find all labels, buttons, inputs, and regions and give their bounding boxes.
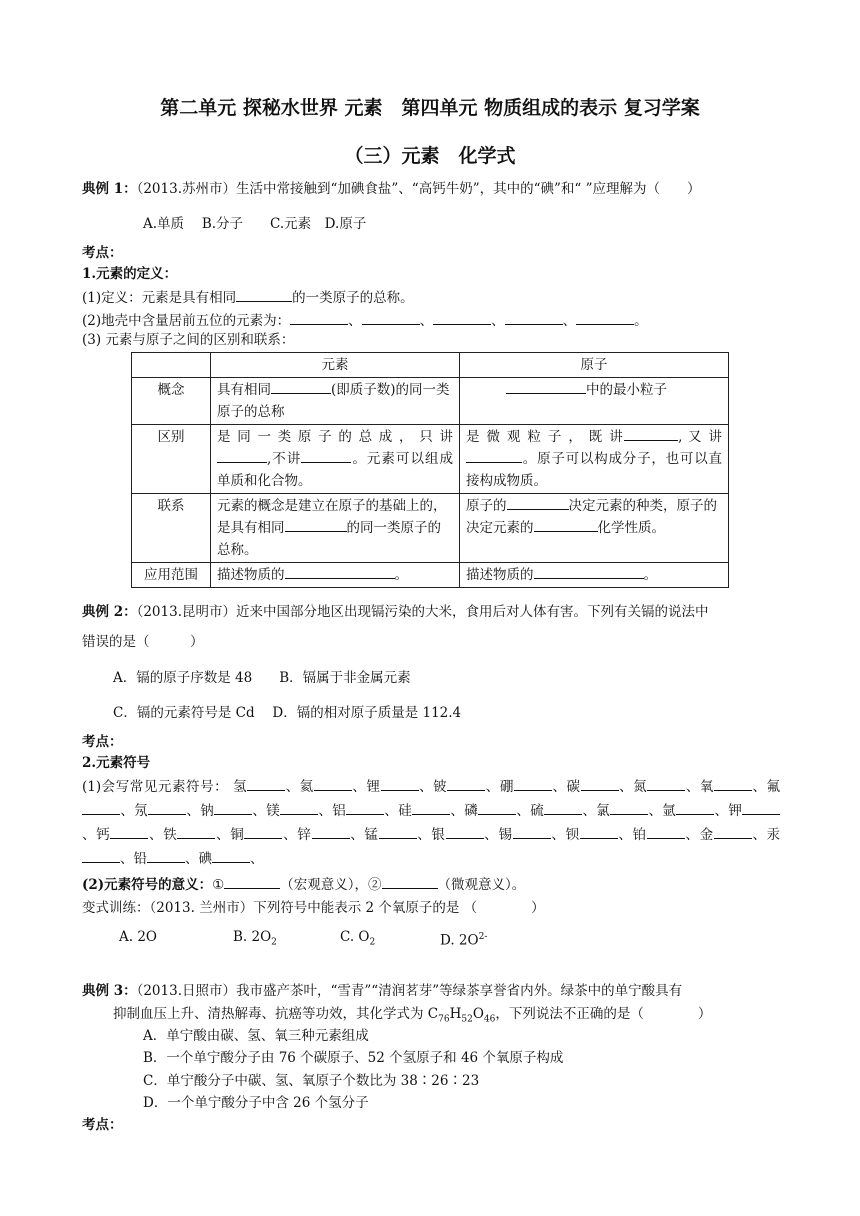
element-name: 氖 — [134, 803, 149, 819]
element-blank-item: 氯 、 — [596, 803, 662, 819]
table-cell: 是 同 一 类 原 子 的 总 成 ， 只 讲 ,不讲 。元素可以组成单质和化合物。 — [211, 425, 460, 494]
element-atom-table — [131, 352, 729, 588]
element-blank-item: 硫 、 — [530, 803, 596, 819]
example-3: 典例 3：（2013.日照市）我市盛产茶叶，“雪青”“清润茗芽”等绿茶享誉省内外。绿茶中的单宁酸具有 — [82, 983, 683, 999]
element-definition: (1)定义：元素是具有相同 的一类原子的总称。 — [82, 287, 414, 307]
blank[interactable] — [148, 800, 186, 815]
variant-option-b: B. $2O_2$ — [233, 929, 277, 948]
element-name: 氟 — [766, 779, 781, 795]
element-blank-item: 钾、 — [82, 803, 780, 843]
element-name: 铂 — [632, 827, 647, 843]
section-2-heading: 2.元素符号 — [82, 755, 151, 771]
element-blank-item: 锰 、 — [364, 827, 431, 843]
blank[interactable] — [82, 800, 120, 815]
element-name: 磷 — [464, 803, 479, 819]
blank[interactable] — [177, 824, 215, 839]
blank[interactable] — [379, 824, 417, 839]
table-header-row — [132, 353, 729, 378]
blank[interactable] — [301, 448, 351, 463]
element-blank-item: 铝 、 — [332, 803, 398, 819]
blank[interactable] — [214, 800, 252, 815]
example-3-option-d: D．一个单宁酸分子中含 26 个氢分子 — [143, 1095, 369, 1111]
blank[interactable] — [285, 564, 395, 579]
variant-option-d: D. $2O^{2-}$ — [440, 932, 488, 949]
table-row — [132, 563, 729, 588]
element-name: 锌 — [297, 827, 312, 843]
variant-training: 变式训练：（2013. 兰州市）下列符号中能表示 2 个氧原子的是 （ ） — [82, 900, 545, 916]
element-blank-item: 铜 、 — [230, 827, 297, 843]
blank[interactable] — [580, 824, 618, 839]
element-name: 镁 — [266, 803, 281, 819]
element-blank-item: 锂 、 — [366, 779, 433, 795]
example-1-label: 典例 1： — [82, 181, 137, 197]
element-name: 钙 — [96, 827, 111, 843]
element-name: 氦 — [299, 779, 314, 795]
blank[interactable] — [714, 824, 752, 839]
element-name: 氮 — [633, 779, 648, 795]
row-label: 概念 — [132, 378, 211, 425]
blank[interactable] — [412, 800, 450, 815]
element-name: 铅 — [133, 851, 147, 867]
blank[interactable] — [312, 824, 350, 839]
table-cell: 元素的概念是建立在原子的基础上的，是具有相同 的同一类原子的总称。 — [211, 494, 460, 563]
element-blank-item: 钡 、 — [566, 827, 633, 843]
blank[interactable] — [346, 800, 384, 815]
example-3-option-a: A．单宁酸由碳、氢、氧三种元素组成 — [143, 1028, 369, 1044]
table-header-element: 元素 — [211, 353, 460, 378]
element-name: 金 — [699, 827, 714, 843]
blank[interactable] — [507, 495, 569, 510]
element-name: 锰 — [364, 827, 379, 843]
blank[interactable] — [534, 564, 644, 579]
table-header-atom: 原子 — [460, 353, 729, 378]
symbol-meaning: (2)元素符号的意义：① （宏观意义），② （微观意义）。 — [82, 874, 525, 894]
row-label: 区别 — [132, 425, 211, 494]
element-blank-item: 铁 、 — [163, 827, 230, 843]
element-name: 铜 — [230, 827, 245, 843]
relation-heading: (3) 元素与原子之间的区别和联系： — [82, 332, 295, 348]
blank[interactable] — [714, 776, 752, 791]
element-name: 硼 — [499, 779, 514, 795]
table-cell: 描述物质的 。 — [460, 563, 729, 588]
element-name: 铍 — [433, 779, 448, 795]
blank[interactable] — [505, 310, 563, 325]
section-1-heading: 1.元素的定义： — [82, 266, 178, 282]
element-blank-item: 锌 、 — [297, 827, 364, 843]
element-blank-item: 铍 、 — [433, 779, 500, 795]
table-cell: 描述物质的 。 — [211, 563, 460, 588]
blank[interactable] — [224, 874, 280, 889]
element-name: 硫 — [530, 803, 545, 819]
element-blank-item: 金 、 — [700, 827, 767, 843]
variant-option-c: C. $O_2$ — [340, 929, 376, 948]
element-blank-item: 氟、 — [82, 779, 780, 819]
kaodian-label-1: 考点： — [82, 245, 123, 261]
table-cell: 具有相同 (即质子数)的同一类原子的总称 — [211, 378, 460, 425]
element-blank-item: 碘 、 — [199, 851, 264, 867]
kaodian-label-2: 考点： — [82, 734, 123, 750]
blank[interactable] — [382, 874, 438, 889]
element-name: 锡 — [498, 827, 513, 843]
element-blank-item: 氖 、 — [134, 803, 200, 819]
blank[interactable] — [244, 824, 282, 839]
blank[interactable] — [447, 776, 485, 791]
variant-option-a: A. 2O — [119, 929, 157, 945]
element-blank-item: 氢 、 — [233, 779, 300, 795]
element-blank-item: 碳 、 — [567, 779, 634, 795]
blank[interactable] — [82, 848, 120, 863]
element-blank-item: 钙 、 — [96, 827, 163, 843]
element-name: 碳 — [566, 779, 581, 795]
table-row — [132, 378, 729, 425]
element-name: 铁 — [163, 827, 178, 843]
blank[interactable] — [676, 800, 714, 815]
blank[interactable] — [362, 310, 420, 325]
element-blank-item: 银 、 — [431, 827, 498, 843]
element-name: 氯 — [596, 803, 611, 819]
element-blank-item: 锡 、 — [498, 827, 565, 843]
example-2-line2: 错误的是（ ） — [82, 634, 204, 650]
element-name: 氧 — [699, 779, 714, 795]
blank[interactable] — [147, 848, 185, 863]
blank[interactable] — [433, 310, 491, 325]
blank[interactable] — [446, 824, 484, 839]
element-name: 汞 — [766, 827, 781, 843]
blank[interactable] — [534, 517, 598, 532]
blank[interactable] — [610, 800, 648, 815]
element-name: 钾 — [728, 803, 743, 819]
blank[interactable] — [544, 800, 582, 815]
element-blank-item: 氦 、 — [300, 779, 367, 795]
element-blank-item: 钠 、 — [200, 803, 266, 819]
element-name: 碘 — [198, 851, 212, 867]
element-name: 钠 — [200, 803, 215, 819]
element-blank-item: 汞、 — [82, 827, 780, 867]
example-1-options: A.单质 B.分子 C.元素 D.原子 — [143, 216, 367, 232]
element-name: 银 — [431, 827, 446, 843]
example-3-option-c: C．单宁酸分子中碳、氢、氧原子个数比为 38∶26∶23 — [143, 1073, 480, 1089]
blank[interactable] — [742, 800, 780, 815]
element-name: 氩 — [662, 803, 677, 819]
element-blank-item: 硼 、 — [500, 779, 567, 795]
blank[interactable] — [624, 426, 678, 441]
blank[interactable] — [217, 448, 267, 463]
example-1-question: （2013.苏州市）生活中常接触到“加碘食盐”、“高钙牛奶”，其中的“碘”和“ ”应理解为（ ） — [136, 181, 701, 197]
blank[interactable] — [647, 824, 685, 839]
blank[interactable] — [576, 310, 634, 325]
blank[interactable] — [466, 448, 522, 463]
crust-elements: (2)地壳中含量居前五位的元素为： 、 、 、 、 。 — [82, 310, 648, 330]
row-label: 联系 — [132, 494, 211, 563]
page-title: 第二单元 探秘水世界 元素 第四单元 物质组成的表示 复习学案 — [160, 97, 700, 119]
element-blank-item: 氧 、 — [700, 779, 767, 795]
example-3-line2: 抑制血压上升、清热解毒、抗癌等功效，其化学式为 $C_{76}H_{52}O_{46}$，下列说法不正确的是（ ） — [113, 1006, 712, 1025]
element-blank-item: 磷 、 — [464, 803, 530, 819]
table-cell: 中的最小粒子 — [460, 378, 729, 425]
blank[interactable] — [236, 287, 292, 302]
element-name: 锂 — [366, 779, 381, 795]
element-blank-item: 氮 、 — [633, 779, 700, 795]
blank[interactable] — [290, 310, 348, 325]
element-name: 氢 — [233, 779, 248, 795]
table-row — [132, 494, 729, 563]
example-2-options-ab: A．镉的原子序数是 48 B．镉属于非金属元素 — [113, 670, 411, 686]
element-blank-item: 氩 、 — [662, 803, 728, 819]
blank[interactable] — [506, 379, 586, 394]
blank[interactable] — [271, 379, 331, 394]
example-3-option-b: B．一个单宁酸分子由 76 个碳原子、52 个氢原子和 46 个氧原子构成 — [143, 1050, 564, 1066]
table-cell: 是 微 观 粒 子 ， 既 讲 , 又 讲 。原子可以构成分子，也可以直接构成物质。 — [460, 425, 729, 494]
element-blank-item: 铂 、 — [633, 827, 700, 843]
example-2-options-cd: C．镉的元素符号是 Cd D．镉的相对原子质量是 112.4 — [113, 705, 462, 721]
blank[interactable] — [381, 776, 419, 791]
row-label: 应用范围 — [132, 563, 211, 588]
blank[interactable] — [314, 776, 352, 791]
element-blank-item: 铅 、 — [134, 851, 199, 867]
element-symbol-list: (1)会写常见元素符号： 氢 、氦 、锂 、铍 、硼 、碳 、氮 、氧 、氟、氖 、钠 、镁 、铝 、硅 、磷 、硫 、氯 、氩 、钾、钙 、铁 、铜 、锌 、锰 、银 、锡 、钡 、铂 、金 、汞、铅 、碘 、 — [82, 775, 780, 871]
example-2: 典例 2：（2013.昆明市）近来中国部分地区出现镉污染的大米，食用后对人体有害。下列有关镉的说法中 — [82, 604, 709, 620]
element-blank-item: 镁 、 — [266, 803, 332, 819]
table-row — [132, 425, 729, 494]
blank[interactable] — [581, 776, 619, 791]
blank[interactable] — [478, 800, 516, 815]
blank[interactable] — [212, 848, 250, 863]
blank[interactable] — [513, 824, 551, 839]
element-name: 铝 — [332, 803, 347, 819]
blank[interactable] — [247, 776, 285, 791]
blank[interactable] — [647, 776, 685, 791]
element-name: 钡 — [565, 827, 580, 843]
blank[interactable] — [514, 776, 552, 791]
page-subtitle: （三）元素 化学式 — [344, 145, 516, 167]
blank[interactable] — [280, 800, 318, 815]
kaodian-label-3: 考点： — [82, 1117, 123, 1133]
element-name: 硅 — [398, 803, 413, 819]
element-blank-item: 硅 、 — [398, 803, 464, 819]
blank[interactable] — [110, 824, 148, 839]
example-1 — [82, 180, 701, 198]
blank[interactable] — [285, 517, 347, 532]
table-cell: 原子的 决定元素的种类，原子的决定元素的 化学性质。 — [460, 494, 729, 563]
